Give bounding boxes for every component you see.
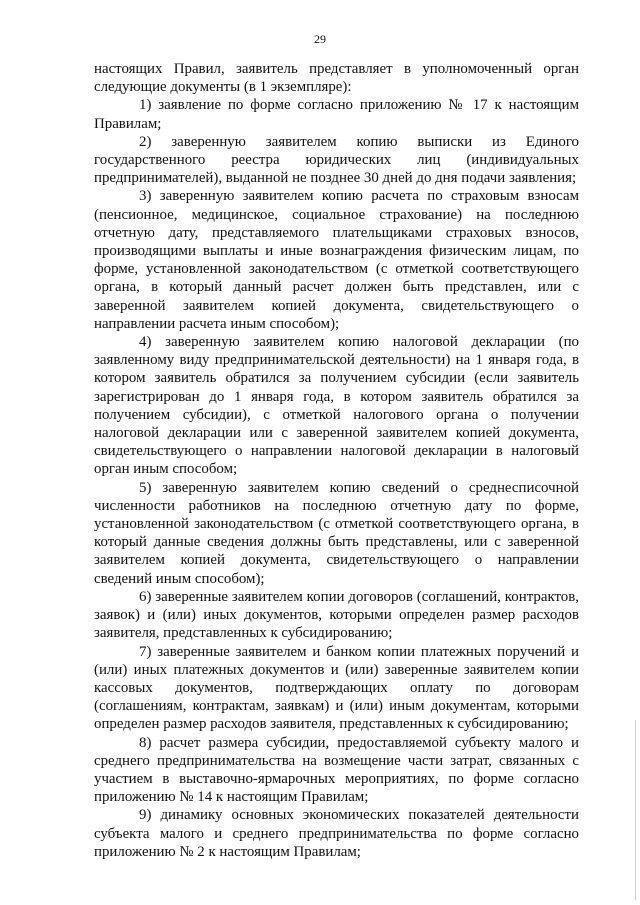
page-number: 29 (314, 32, 326, 46)
list-item-6: 6) заверенные заявителем копии договоров (соглашений, контрактов, заявок) и (или) иных документов, которыми определен размер расходов заявителя, представленных к субсидированию; (94, 588, 579, 642)
scan-edge-line (635, 720, 636, 900)
list-item-4: 4) заверенную заявителем копию налоговой декларации (по заявленному виду предпринимательской деятельности) на 1 января года, в котором заявитель обратился за получением субсидии (если заявитель зарегистрирован до 1 января года, в котором заявитель обратился за получением субсидии), с отметкой налогового органа о получении налоговой декларации или с заверенной заявителем копией документа, свидетельствующего о направлении налоговой декларации в налоговый орган иным способом; (94, 334, 579, 478)
list-item-9: 9) динамику основных экономических показателей деятельности субъекта малого и среднего предпринимательства по форме согласно приложению № 2 к настоящим Правилам; (94, 807, 579, 860)
list-item-1: 1) заявление по форме согласно приложению № 17 к настоящим Правилам; (94, 97, 579, 132)
list-item-2: 2) заверенную заявителем копию выписки из Единого государственного реестра юридических лиц (индивидуальных предпринимателей), выданной не позднее 30 дней до дня подачи заявления; (94, 133, 579, 187)
list-item-8: 8) расчет размера субсидии, предоставляемой субъекту малого и среднего предпринимательства на возмещение части затрат, связанных с участием в выставочно-ярмарочных мероприятиях, по форме согласно приложению № 14 к настоящим Правилам; (94, 734, 579, 806)
paragraph-continuation: настоящих Правил, заявитель представляет в уполномоченный орган следующие документы (в 1 экземпляре): (94, 61, 579, 96)
list-item-7: 7) заверенные заявителем и банком копии платежных поручений и (или) иных платежных документов и (или) заверенные заявителем копии кассовых документов, подтверждающих оплату по договорам (соглашениям, контрактам, заявкам) и (или) иным документам, которыми определен размер расходов заявителя, представленных к субсидированию; (94, 643, 579, 733)
list-item-3: 3) заверенную заявителем копию расчета по страховым взносам (пенсионное, медицинское, социальное страхование) на последнюю отчетную дату, представляемого плательщиками страховых взносов, производящими выплаты и иные вознаграждения физическим лицам, по форме, установленной законодательством (с отметкой соответствующего органа, в который данный расчет должен быть представлен, или с заверенной заявителем копией документа, свидетельствующего о направлении расчета иным способом); (94, 188, 579, 332)
document-body (94, 60, 579, 861)
list-item-5: 5) заверенную заявителем копию сведений о среднесписочной численности работников на последнюю отчетную дату по форме, установленной законодательством (с отметкой соответствующего органа, в который данные сведения должны быть представлены, или с заверенной заявителем копией документа, свидетельствующего о направлении сведений иным способом); (94, 479, 579, 587)
